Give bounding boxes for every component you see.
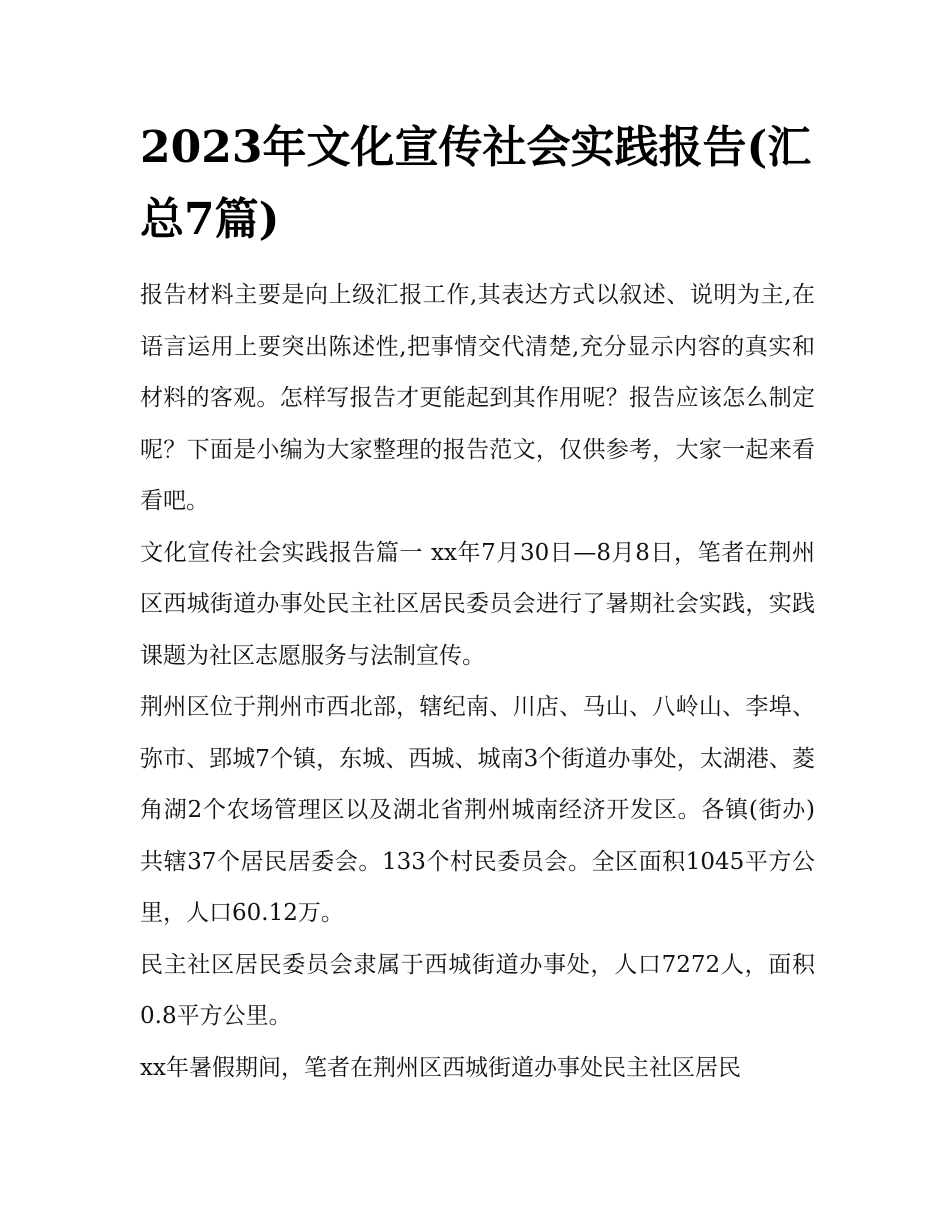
document-content xyxy=(140,112,815,1094)
document-title: 2023年文化宣传社会实践报告(汇总7篇) xyxy=(140,122,812,245)
document-body xyxy=(140,270,815,1094)
paragraph-minzhu-community: 民主社区居民委员会隶属于西城街道办事处，人口7272人，面积0.8平方公里。 xyxy=(140,951,815,1029)
paragraph-summer-period: xx年暑假期间，笔者在荆州区西城街道办事处民主社区居民 xyxy=(140,1054,741,1081)
paragraph-intro: 报告材料主要是向上级汇报工作,其表达方式以叙述、说明为主,在语言运用上要突出陈述性,把事情交代清楚,充分显示内容的真实和材料的客观。怎样写报告才更能起到其作用呢？报告应该怎么制定呢？下面是小编为大家整理的报告范文，仅供参考，大家一起来看看吧。 xyxy=(140,282,815,514)
paragraph-jingzhou-district: 荆州区位于荆州市西北部，辖纪南、川店、马山、八岭山、李埠、弥市、郢城7个镇，东城、西城、城南3个街道办事处，太湖港、菱角湖2个农场管理区以及湖北省荆州城南经济开发区。各镇(街办)共辖37个居民居委会。133个村民委员会。全区面积1045平方公里，人口60.12万。 xyxy=(140,694,815,926)
paragraph-report-one: 文化宣传社会实践报告篇一 xx年7月30日—8月8日，笔者在荆州区西城街道办事处民主社区居民委员会进行了暑期社会实践，实践课题为社区志愿服务与法制宣传。 xyxy=(140,539,815,669)
